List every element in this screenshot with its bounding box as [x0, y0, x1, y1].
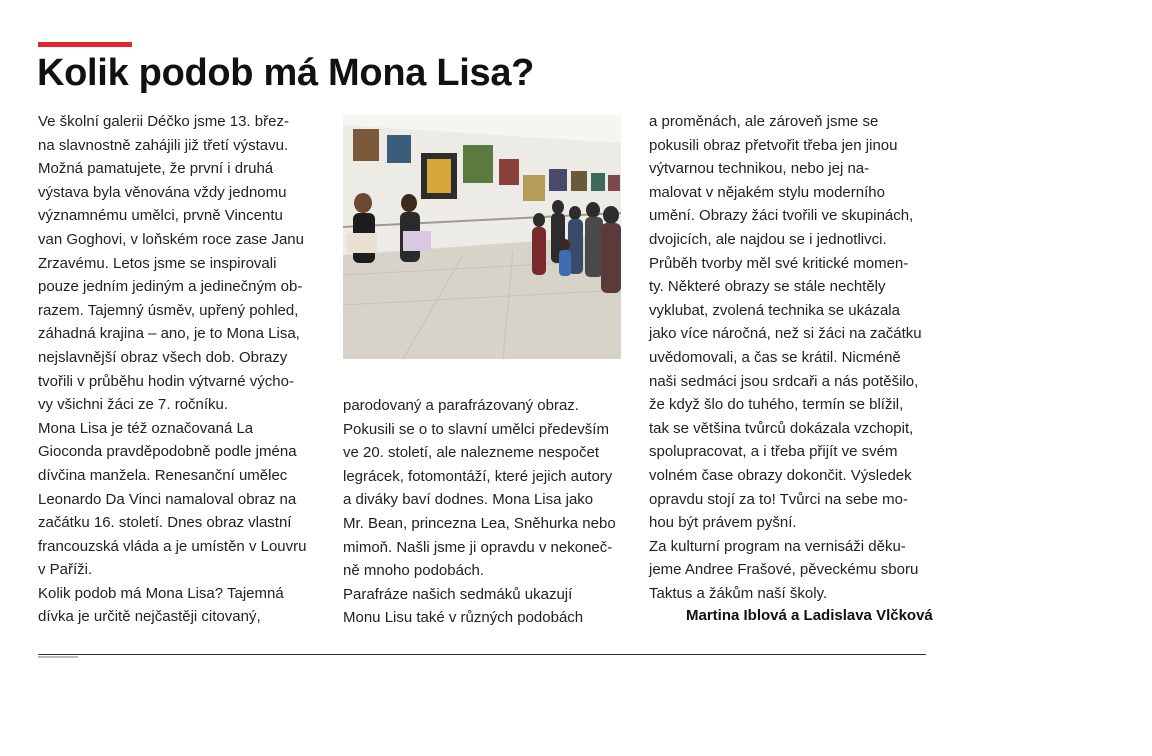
text-line: dívčina manžela. Renesanční umělec — [38, 466, 288, 484]
text-column-3 — [649, 110, 929, 605]
text-line: Parafráze našich sedmáků ukazují — [343, 585, 573, 603]
text-line: Leonardo Da Vinci namaloval obraz na — [38, 490, 297, 508]
author-byline: Martina Iblová a Ladislava Vlčková — [686, 607, 933, 624]
text-line: Ve školní galerii Déčko jsme 13. břez- — [38, 113, 289, 130]
text-line: tvořili v průběhu hodin výtvarné výcho- — [38, 372, 294, 390]
text-line: legrácek, fotomontáží, které jejich autory — [343, 467, 613, 485]
text-line: naši sedmáci jsou srdcaři a nás potěšilo, — [649, 372, 919, 390]
text-line: Monu Lisu také v různých podobách — [343, 609, 584, 627]
bottom-divider — [38, 654, 926, 655]
text-line: jeme Andree Frašové, pěveckému sboru — [649, 561, 919, 579]
text-column-2 — [343, 394, 633, 630]
title-accent-bar — [38, 42, 132, 47]
text-line: Za kulturní program na vernisáži děku- — [649, 537, 906, 555]
text-line: na slavnostně zahájili již třetí výstavu. — [38, 136, 289, 154]
text-line: vy všichni žáci ze 7. ročníku. — [38, 396, 229, 414]
page-footer-mark — [38, 656, 78, 658]
text-line: mimoň. Našli jsme ji opravdu v nekoneč- — [343, 538, 613, 556]
text-line: že když šlo do tuhého, termín se blížil, — [649, 396, 904, 414]
text-line: v Paříži. — [38, 561, 93, 579]
text-line: pokusili obraz přetvořit třeba jen jinou — [649, 136, 898, 154]
text-line: a proměnách, ale zároveň jsme se — [649, 113, 879, 130]
text-line: umění. Obrazy žáci tvořili ve skupinách, — [649, 207, 914, 225]
text-line: malovat v nějakém stylu moderního — [649, 183, 885, 201]
text-column-1 — [38, 110, 318, 629]
text-line: dvojicích, ale najdou se i jednotlivci. — [649, 230, 887, 248]
text-line: nejslavnější obraz všech dob. Obrazy — [38, 348, 288, 366]
text-line: ty. Některé obrazy se stále nechtěly — [649, 278, 886, 296]
text-line: Gioconda pravděpodobně podle jména — [38, 443, 297, 461]
text-line: spolupracovat, a i třeba přijít ve svém — [649, 443, 898, 461]
text-line: Mona Lisa je též označovaná La — [38, 419, 254, 437]
article-title: Kolik podob má Mona Lisa? — [37, 52, 535, 94]
text-line: razem. Tajemný úsměv, upřený pohled, — [38, 301, 299, 319]
text-line: uvědomovali, a čas se krátil. Nicméně — [649, 348, 901, 366]
text-line: výstava byla věnována vždy jednomu — [38, 183, 287, 201]
text-line: pouze jedním jediným a jedinečným ob- — [38, 278, 303, 296]
text-line: volném čase obrazy dokončit. Výsledek — [649, 466, 912, 484]
text-line: opravdu stojí za to! Tvůrci na sebe mo- — [649, 490, 909, 508]
text-line: jako více náročná, než si žáci na začátku — [649, 325, 922, 343]
text-line: parodovaný a parafrázovaný obraz. — [343, 397, 579, 414]
text-line: výtvarnou technikou, nebo jej na- — [649, 160, 870, 178]
text-line: dívka je určitě nejčastěji citovaný, — [38, 608, 261, 626]
text-line: Taktus a žákům naší školy. — [649, 584, 828, 602]
text-line: Možná pamatujete, že první i druhá — [38, 160, 274, 178]
text-line: hou být právem pyšní. — [649, 514, 797, 532]
text-line: tak se většina tvůrců dokázala vzchopit, — [649, 419, 914, 437]
text-line: ně mnoho podobách. — [343, 562, 484, 580]
text-line: francouzská vláda a je umístěn v Louvru — [38, 537, 307, 555]
text-line: van Goghovi, v loňském roce zase Janu — [38, 230, 304, 248]
text-line: ve 20. století, ale nalezneme nespočet — [343, 444, 599, 462]
text-line: vyklubat, zvolená technika se ukázala — [649, 301, 900, 319]
text-line: Kolik podob má Mona Lisa? Tajemná — [38, 584, 284, 602]
exhibition-photo — [343, 115, 621, 359]
text-line: Průběh tvorby měl své kritické momen- — [649, 254, 909, 272]
text-line: významnému umělci, prvně Vincentu — [38, 207, 283, 225]
text-line: Zrzavému. Letos jsme se inspirovali — [38, 254, 277, 272]
text-line: začátku 16. století. Dnes obraz vlastní — [38, 514, 292, 532]
text-line: a diváky baví dodnes. Mona Lisa jako — [343, 491, 594, 509]
text-line: Mr. Bean, princezna Lea, Sněhurka nebo — [343, 514, 616, 532]
text-line: Pokusili se o to slavní umělci především — [343, 420, 609, 438]
text-line: záhadná krajina – ano, je to Mona Lisa, — [38, 325, 300, 343]
